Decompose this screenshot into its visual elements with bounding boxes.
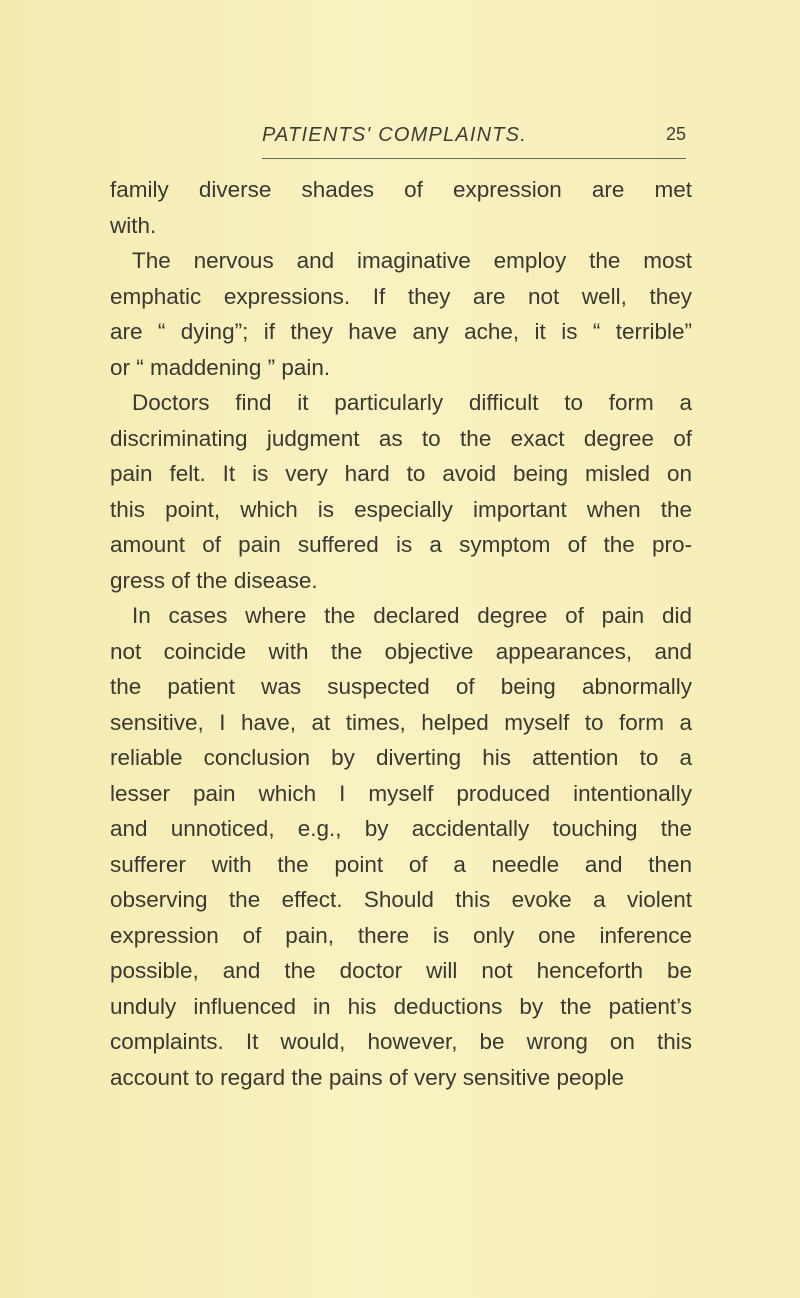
- text-line: or “ maddening ” pain.: [110, 354, 331, 380]
- text-line: with.: [110, 212, 157, 238]
- text-line: reliable conclusion by diverting his attention to a: [110, 745, 692, 770]
- text-line: family diverse shades of expression are met: [110, 177, 692, 202]
- text-line: are “ dying”; if they have any ache, it is “ terrible”: [110, 319, 692, 344]
- text-line: sufferer with the point of a needle and then: [110, 851, 692, 877]
- text-line: sensitive, I have, at times, helped myself to form a: [110, 709, 692, 735]
- text-line: unduly influenced in his deductions by the patient’s: [110, 993, 692, 1019]
- text-line: this point, which is especially important when the: [110, 496, 692, 522]
- text-line: Doctors find it particularly difficult to form a: [132, 390, 692, 415]
- text-line: observing the effect. Should this evoke a violent: [110, 887, 692, 912]
- body-text: [110, 172, 692, 1095]
- text-line: and unnoticed, e.g., by accidentally touching the: [110, 816, 692, 841]
- text-line: the patient was suspected of being abnormally: [110, 674, 692, 699]
- running-title: PATIENTS' COMPLAINTS.: [262, 124, 527, 146]
- text-line: In cases where the declared degree of pain did: [132, 603, 692, 628]
- header-rule: [262, 158, 686, 159]
- text-line: complaints. It would, however, be wrong on this: [110, 1029, 692, 1054]
- page-number: 25: [665, 124, 686, 144]
- text-line: gress of the disease.: [110, 567, 318, 593]
- text-line: amount of pain suffered is a symptom of the pro-: [110, 532, 692, 557]
- text-line: lesser pain which I myself produced intentionally: [110, 780, 692, 806]
- text-line: not coincide with the objective appearances, and: [110, 638, 692, 664]
- text-line: The nervous and imaginative employ the most: [132, 248, 692, 273]
- text-line: possible, and the doctor will not henceforth be: [110, 958, 692, 983]
- text-line: pain felt. It is very hard to avoid being misled on: [110, 461, 692, 486]
- text-line: discriminating judgment as to the exact degree of: [110, 425, 692, 451]
- running-head: [262, 124, 686, 152]
- text-line: emphatic expressions. If they are not well, they: [110, 283, 692, 309]
- text-line: account to regard the pains of very sensitive people: [110, 1064, 625, 1090]
- text-line: expression of pain, there is only one inference: [110, 922, 692, 948]
